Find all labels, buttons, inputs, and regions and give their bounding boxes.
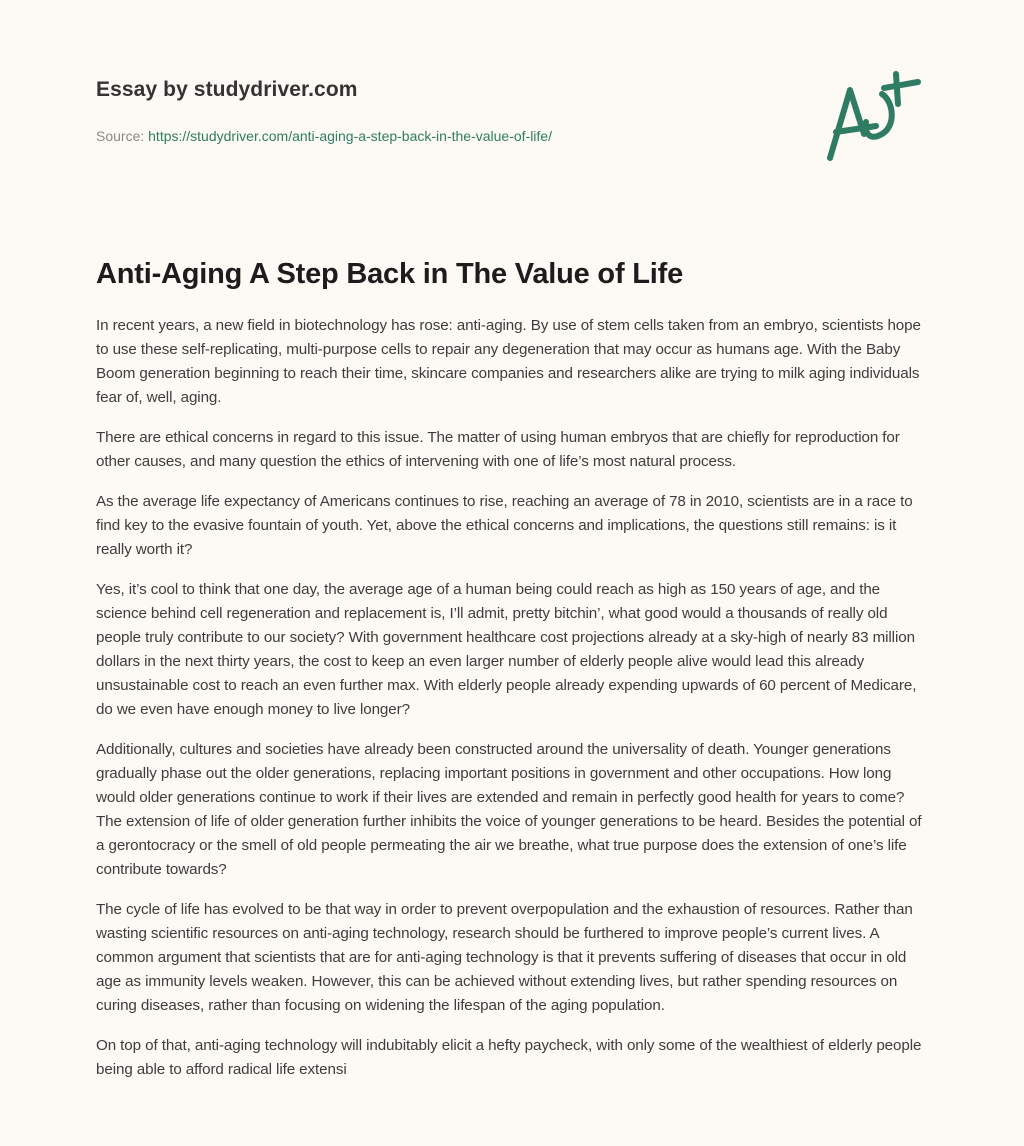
essay-paragraph: The cycle of life has evolved to be that way in order to prevent overpopulation and the exhaustion of resources. Rather than wasting scientific resources on anti-aging technology, research should be furthered to improve people’s current lives. A common argument that scientists that are for anti-aging technology is that it prevents suffering of diseases that occur in old age as immunity levels weaken. However, this can be achieved without extending lives, but rather spending resources on curing diseases, rather than focusing on widening the lifespan of the aging population. <box>96 901 913 1014</box>
a-plus-grade-icon <box>820 64 930 164</box>
source-link[interactable]: https://studydriver.com/anti-aging-a-step-back-in-the-value-of-life/ <box>148 128 552 144</box>
essay-paragraph: As the average life expectancy of Americans continues to rise, reaching an average of 78 in 2010, scientists are in a race to find key to the evasive fountain of youth. Yet, above the ethical concerns and implications, the questions still remains: is it really worth it? <box>96 493 913 558</box>
source-line <box>96 126 796 146</box>
site-title: Essay by studydriver.com <box>96 78 358 101</box>
essay-title: Anti-Aging A Step Back in The Value of Life <box>96 258 684 290</box>
essay-body <box>96 314 932 1098</box>
source-label: Source: <box>96 128 149 144</box>
essay-paragraph: In recent years, a new field in biotechnology has rose: anti-aging. By use of stem cells taken from an embryo, scientists hope to use these self-replicating, multi-purpose cells to repair any degeneration that may occur as humans age. With the Baby Boom generation beginning to reach their time, skincare companies and researchers alike are trying to milk aging individuals fear of, well, aging. <box>96 317 921 406</box>
essay-header <box>96 76 796 146</box>
essay-paragraph: Additionally, cultures and societies have already been constructed around the universality of death. Younger generations gradually phase out the older generations, replacing important positions in government and other occupations. How long would older generations continue to work if their lives are extended and remain in perfectly good health for years to come? The extension of life of older generation further inhibits the voice of younger generations to be heard. Besides the potential of a gerontocracy or the smell of old people permeating the air we breathe, what true purpose does the extension of one’s life contribute towards? <box>96 741 922 878</box>
essay-paragraph: There are ethical concerns in regard to this issue. The matter of using human embryos that are chiefly for reproduction for other causes, and many question the ethics of intervening with one of life’s most natural process. <box>96 429 900 470</box>
essay-paragraph: On top of that, anti-aging technology will indubitably elicit a hefty paycheck, with only some of the wealthiest of elderly people being able to afford radical life extensi <box>96 1037 922 1078</box>
essay-paragraph: Yes, it’s cool to think that one day, the average age of a human being could reach as high as 150 years of age, and the science behind cell regeneration and replacement is, I’ll admit, pretty bitchin’, what good would a thousands of really old people truly contribute to our society? With government healthcare cost projections already at a sky-high of nearly 83 million dollars in the next thirty years, the cost to keep an even larger number of elderly people alive would lead this already unsustainable cost to reach an even further max. With elderly people already expending upwards of 60 percent of Medicare, do we even have enough money to live longer? <box>96 581 917 718</box>
